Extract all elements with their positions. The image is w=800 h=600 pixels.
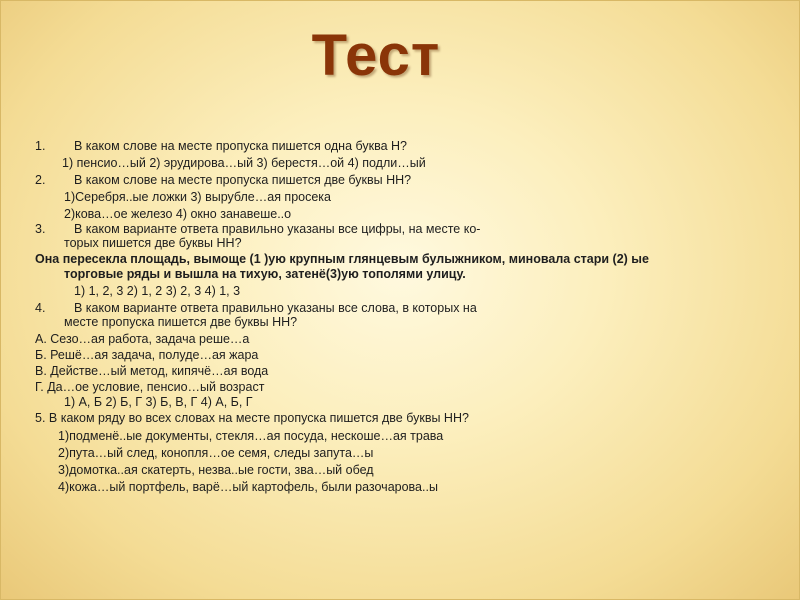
question-4-line-c: В. Действе…ый метод, кипячё…ая вода bbox=[35, 364, 269, 378]
question-4-line-d: Г. Да…ое условие, пенсио…ый возраст bbox=[35, 380, 265, 394]
question-4-text-2: месте пропуска пишется две буквы НН? bbox=[64, 315, 298, 329]
question-5-text: 5. В каком ряду во всех словах на месте пропуска пишется две буквы НН? bbox=[35, 411, 469, 425]
question-1-number: 1. bbox=[35, 139, 46, 153]
question-5-option-2: 2)пута…ый след, конопля…ое семя, следы запута…ы bbox=[58, 446, 374, 460]
question-4-line-b: Б. Решё…ая задача, полуде…ая жара bbox=[35, 348, 259, 362]
question-1-options: 1) пенсио…ый 2) эрудирова…ый 3) берестя…ой 4) подли…ый bbox=[62, 156, 426, 170]
question-5-option-1: 1)подменё..ые документы, стекля…ая посуда, нескоше…ая трава bbox=[58, 429, 444, 443]
slide-title: Тест bbox=[311, 23, 441, 88]
question-3-options: 1) 1, 2, 3 2) 1, 2 3) 2, 3 4) 1, 3 bbox=[74, 284, 241, 298]
question-3-text-2: торых пишется две буквы НН? bbox=[64, 236, 242, 250]
question-3-sentence-2: торговые ряды и вышла на тихую, затенё(3)ую тополями улицу. bbox=[64, 267, 466, 281]
question-4-text-1: В каком варианте ответа правильно указаны все слова, в которых на bbox=[74, 301, 477, 315]
question-2-text: В каком слове на месте пропуска пишется две буквы НН? bbox=[74, 173, 412, 187]
question-5-option-4: 4)кожа…ый портфель, варё…ый картофель, были разочарова..ы bbox=[58, 480, 438, 494]
question-5-option-3: 3)домотка..ая скатерть, незва..ые гости, зва…ый обед bbox=[58, 463, 374, 477]
question-4-line-a: А. Сезо…ая работа, задача реше…а bbox=[35, 332, 250, 346]
question-3-number: 3. bbox=[35, 222, 46, 236]
question-2-options-b: 2)кова…ое железо 4) окно занавеше..о bbox=[64, 207, 292, 221]
question-2-options-a: 1)Серебря..ые ложки 3) вырубле…ая просека bbox=[64, 190, 332, 204]
question-4-options: 1) А, Б 2) Б, Г 3) Б, В, Г 4) А, Б, Г bbox=[64, 395, 253, 409]
question-4-number: 4. bbox=[35, 301, 46, 315]
question-1-text: В каком слове на месте пропуска пишется одна буква Н? bbox=[74, 139, 407, 153]
question-3-sentence-1: Она пересекла площадь, вымоще (1 )ую крупным глянцевым булыжником, миновала стари (2) ые bbox=[35, 252, 649, 266]
question-3-text-1: В каком варианте ответа правильно указаны все цифры, на месте ко- bbox=[74, 222, 481, 236]
question-2-number: 2. bbox=[35, 173, 46, 187]
